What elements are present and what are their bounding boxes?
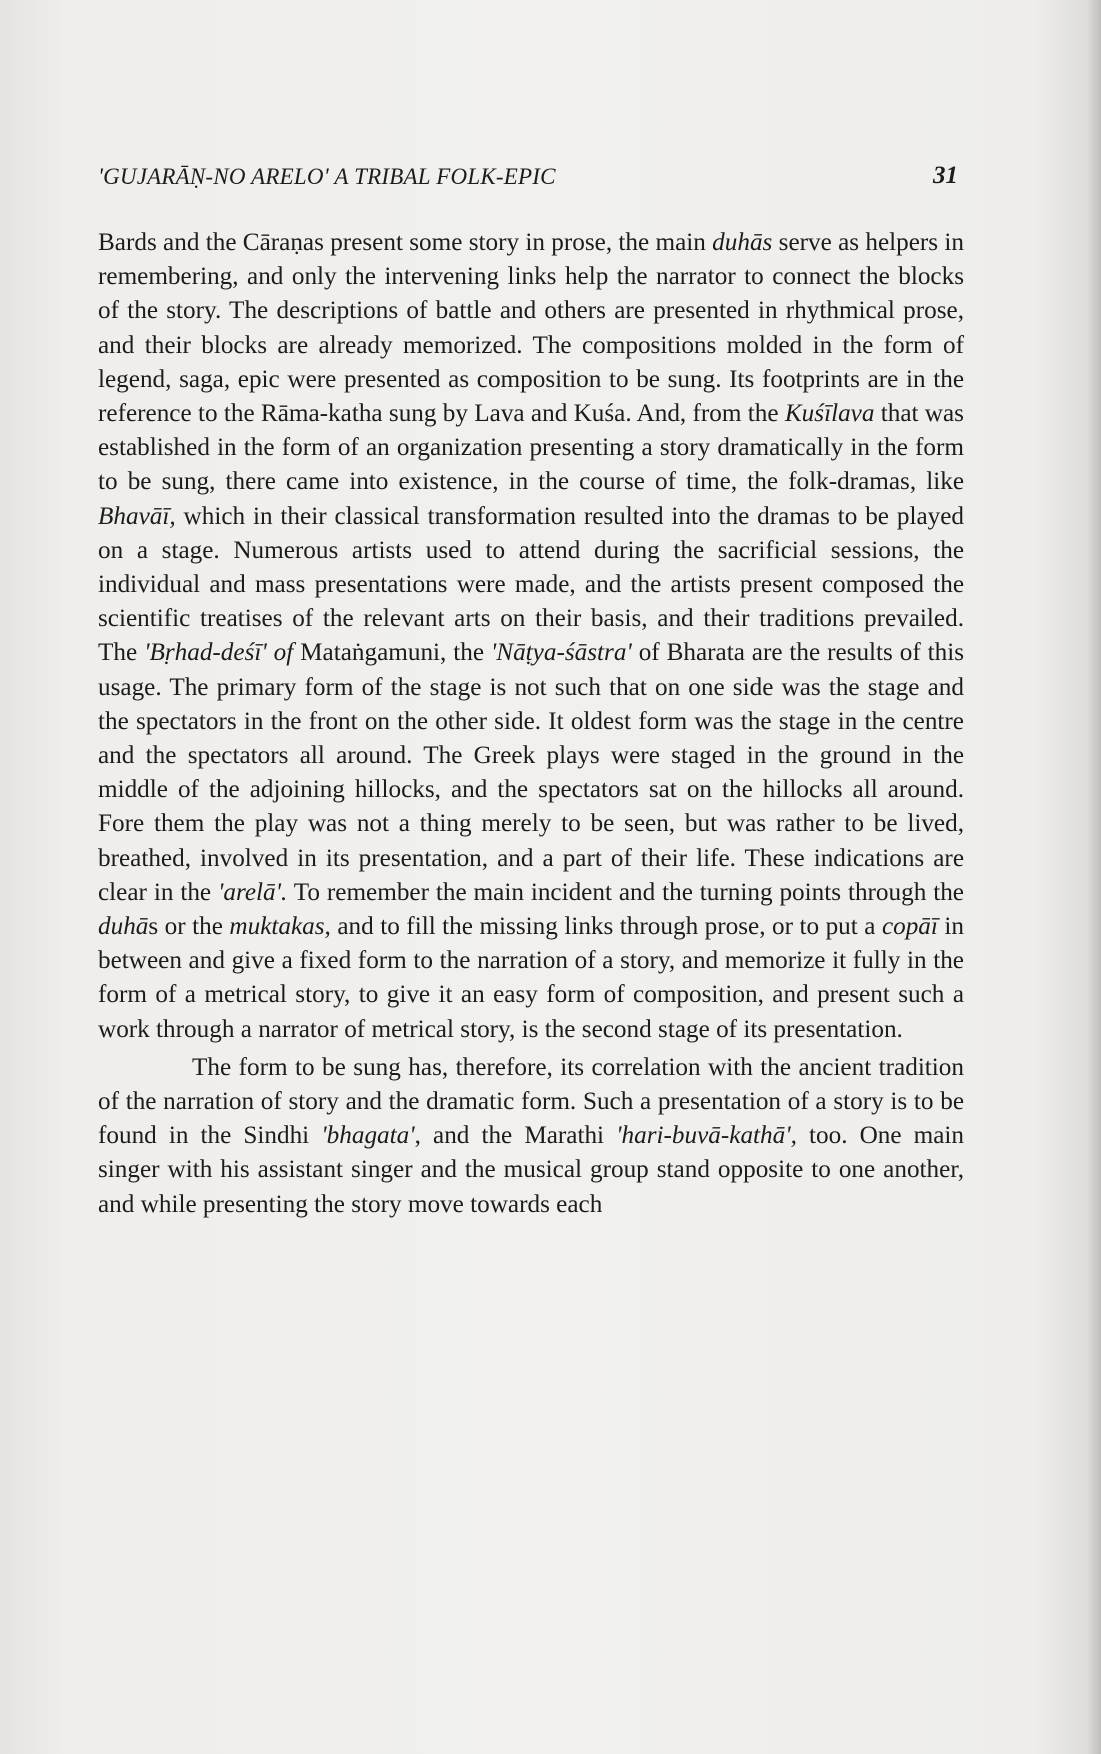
text-run: s or the [148,913,230,941]
text-run: To remember the main incident and the turning points through the [287,878,964,906]
italic-term: muktakas, [229,913,331,941]
text-run: and to fill the missing links through prose, or to put a [330,913,882,941]
text-run: The form to be sung has, therefore, its correlation with the ancient tradition of the narration of story and the dramatic form. Such a presentation of a story is to be found in the Sindhi [98,1053,964,1150]
body-text [98,226,964,1222]
text-run: , and the Marathi [414,1122,617,1150]
page-edge-shadow [1087,0,1101,1754]
text-run: too. One main singer with his assistant singer and the musical group stand opposite to one another, and while presenting the story move towards each [98,1122,964,1218]
page-number: 31 [933,162,958,189]
paragraph-2 [98,1051,964,1222]
text-run [267,639,274,666]
italic-term: of [273,639,294,667]
text-run: in between and give a fixed form to the narration of a story, and memorize it fully in the form of a metrical story, to give it an easy form of composition, and present such a work through a narrator of metrical story, is the second stage of its presentation. [98,913,964,1043]
running-head [98,160,958,196]
italic-term: duhā [98,913,149,941]
italic-term: 'Bṛhad-deśī' [144,639,267,667]
italic-term: copāī [881,913,938,941]
text-run: that was established in the form of an organization presenting a story dramatically in the form to be sung, there came into existence, in the course of time, the folk-dramas, like [98,400,964,496]
text-run: Mataṅgamuni, the [293,639,491,667]
italic-term: Kuśīlava [784,400,875,428]
italic-term: duhās [712,229,773,256]
italic-term: 'hari-buvā-kathā', [616,1122,797,1150]
text-run: of Bharata are the results of this usage. The primary form of the stage is not such that on one side was the stage and the spectators in the front on the other side. It oldest form was the stage in the centre and the spectators all around. The Greek plays were staged in the ground in the middle of the adjoining hillocks, and the spectators sat on the hillocks all around. Fore them the play was not a thing merely to be seen, but was rather to be lived, breathed, involved in its presentation, and a part of their life. These indications are clear in the [98,639,964,906]
text-run: which in their classical transformation resulted into the dramas to be played on a stage. Numerous artists used to attend during the sacrificial sessions, the individual and mass presentations were made, and the artists present composed the scientific treatises of the relevant arts on their basis, and their traditions prevailed. The [98,502,964,667]
text-run: Bards and the Cāraṇas present some story in prose, the main [98,229,713,256]
text-run: serve as helpers in remembering, and only the intervening links help the narrator to connect the blocks of the story. The descriptions of battle and others are presented in rhythmical prose, and their blocks are already memorized. The compositions molded in the form of legend, saga, epic were presented as composition to be sung. Its footprints are in the reference to the Rāma-katha sung by Lava and Kuśa. And, from the [98,229,964,428]
italic-term: 'Nāṭya-śāstra' [490,639,632,667]
running-title: 'GUJARĀṆ-NO ARELO' A TRIBAL FOLK-EPIC [98,164,556,189]
italic-term: 'arelā'. [218,878,288,906]
paragraph-1 [98,226,964,1047]
italic-term: 'bhagata' [321,1122,415,1150]
italic-term: Bhavāī, [98,502,176,530]
